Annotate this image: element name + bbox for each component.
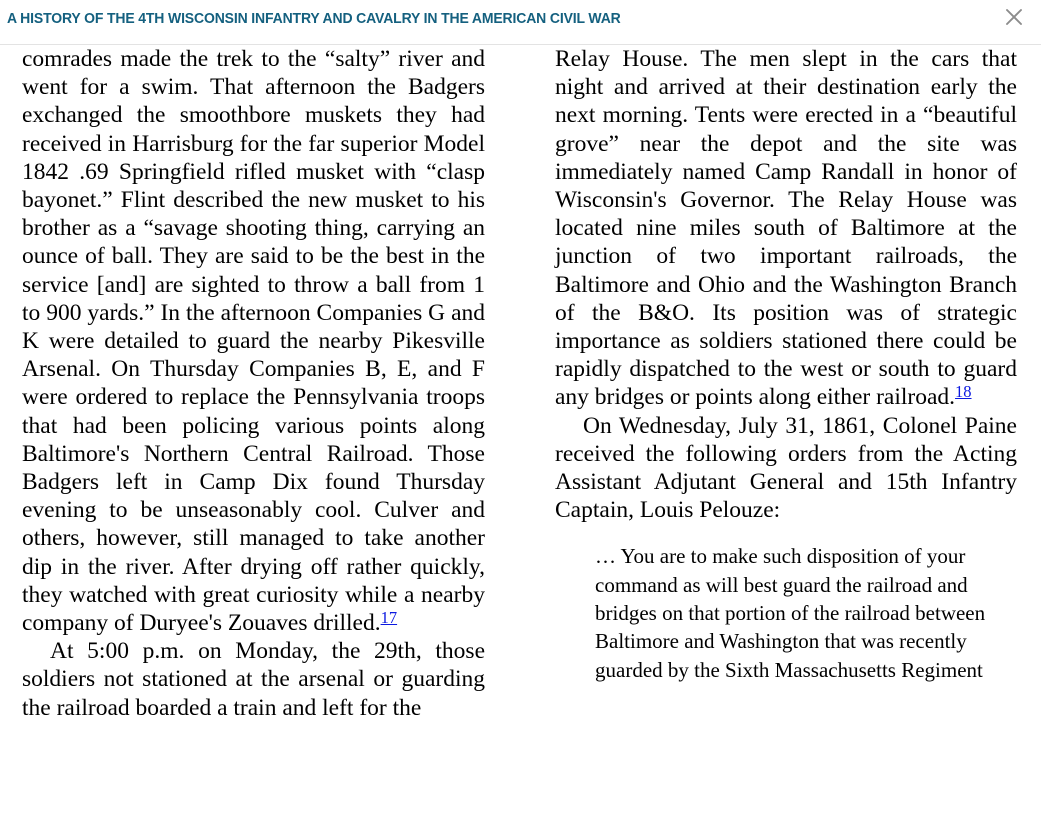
- text-column-right: [555, 45, 1017, 684]
- document-header-bar: [0, 0, 1041, 45]
- page-title: A HISTORY OF THE 4TH WISCONSIN INFANTRY AND CAVALRY IN THE AMERICAN CIVIL WAR: [7, 11, 621, 27]
- footnote-ref-17[interactable]: 17: [380, 608, 398, 628]
- close-icon: [1003, 6, 1025, 28]
- paragraph: At 5:00 p.m. on Monday, the 29th, those soldiers not stationed at the arsenal or guarding the railroad boarded a train and left for the: [22, 638, 485, 721]
- paragraph: [22, 45, 485, 637]
- text-column-left: [22, 45, 485, 722]
- footnote-ref-18[interactable]: 18: [955, 382, 972, 402]
- paragraph-text: Relay House. The men slept in the cars that night and arrived at their destination early the next morning. Tents were erected in a “beautiful grove” near the depot and the site was immediately named Camp Randall in honor of Wisconsin's Governor. The Relay House was located nine miles south of Baltimore at the junction of two important railroads, the Baltimore and Ohio and the Washington Branch of the B&O. Its position was of strategic importance as soldiers stationed there could be rapidly dispatched to the west or south to guard any bridges or points along either railroad.: [555, 46, 1017, 411]
- paragraph-text: comrades made the trek to the “salty” river and went for a swim. That afternoon the Badgers exchanged the smoothbore muskets they had received in Harrisburg for the far superior Model 1842 .69 Springfield rifled musket with “clasp bayonet.” Flint described the new musket to his brother as a “savage shooting thing, carrying an ounce of ball. They are said to be the best in the service [and] are sighted to throw a ball from 1 to 900 yards.” In the afternoon Companies G and K were detailed to guard the nearby Pikesville Arsenal. On Thursday Companies B, E, and F were ordered to replace the Pennsylvania troops that had been policing various points along Baltimore's Northern Central Railroad. Those Badgers left in Camp Dix found Thursday evening to be unseasonably cool. Culver and others, however, still managed to take another dip in the river. After drying off rather quickly, they watched with great curiosity while a nearby company of Duryee's Zouaves drilled.: [22, 46, 485, 637]
- paragraph: [555, 45, 1017, 412]
- paragraph: On Wednesday, July 31, 1861, Colonel Paine received the following orders from the Acting Assistant Adjutant General and 15th Infantry Captain, Louis Pelouze:: [555, 412, 1017, 524]
- blockquote-orders: … You are to make such disposition of your command as will best guard the railroad and bridges on that portion of the railroad between Baltimore and Washington that was recently guarded by the Sixth Massachusetts Regiment: [595, 544, 986, 682]
- close-button[interactable]: [997, 0, 1031, 34]
- document-scroll-area[interactable]: [0, 45, 1041, 819]
